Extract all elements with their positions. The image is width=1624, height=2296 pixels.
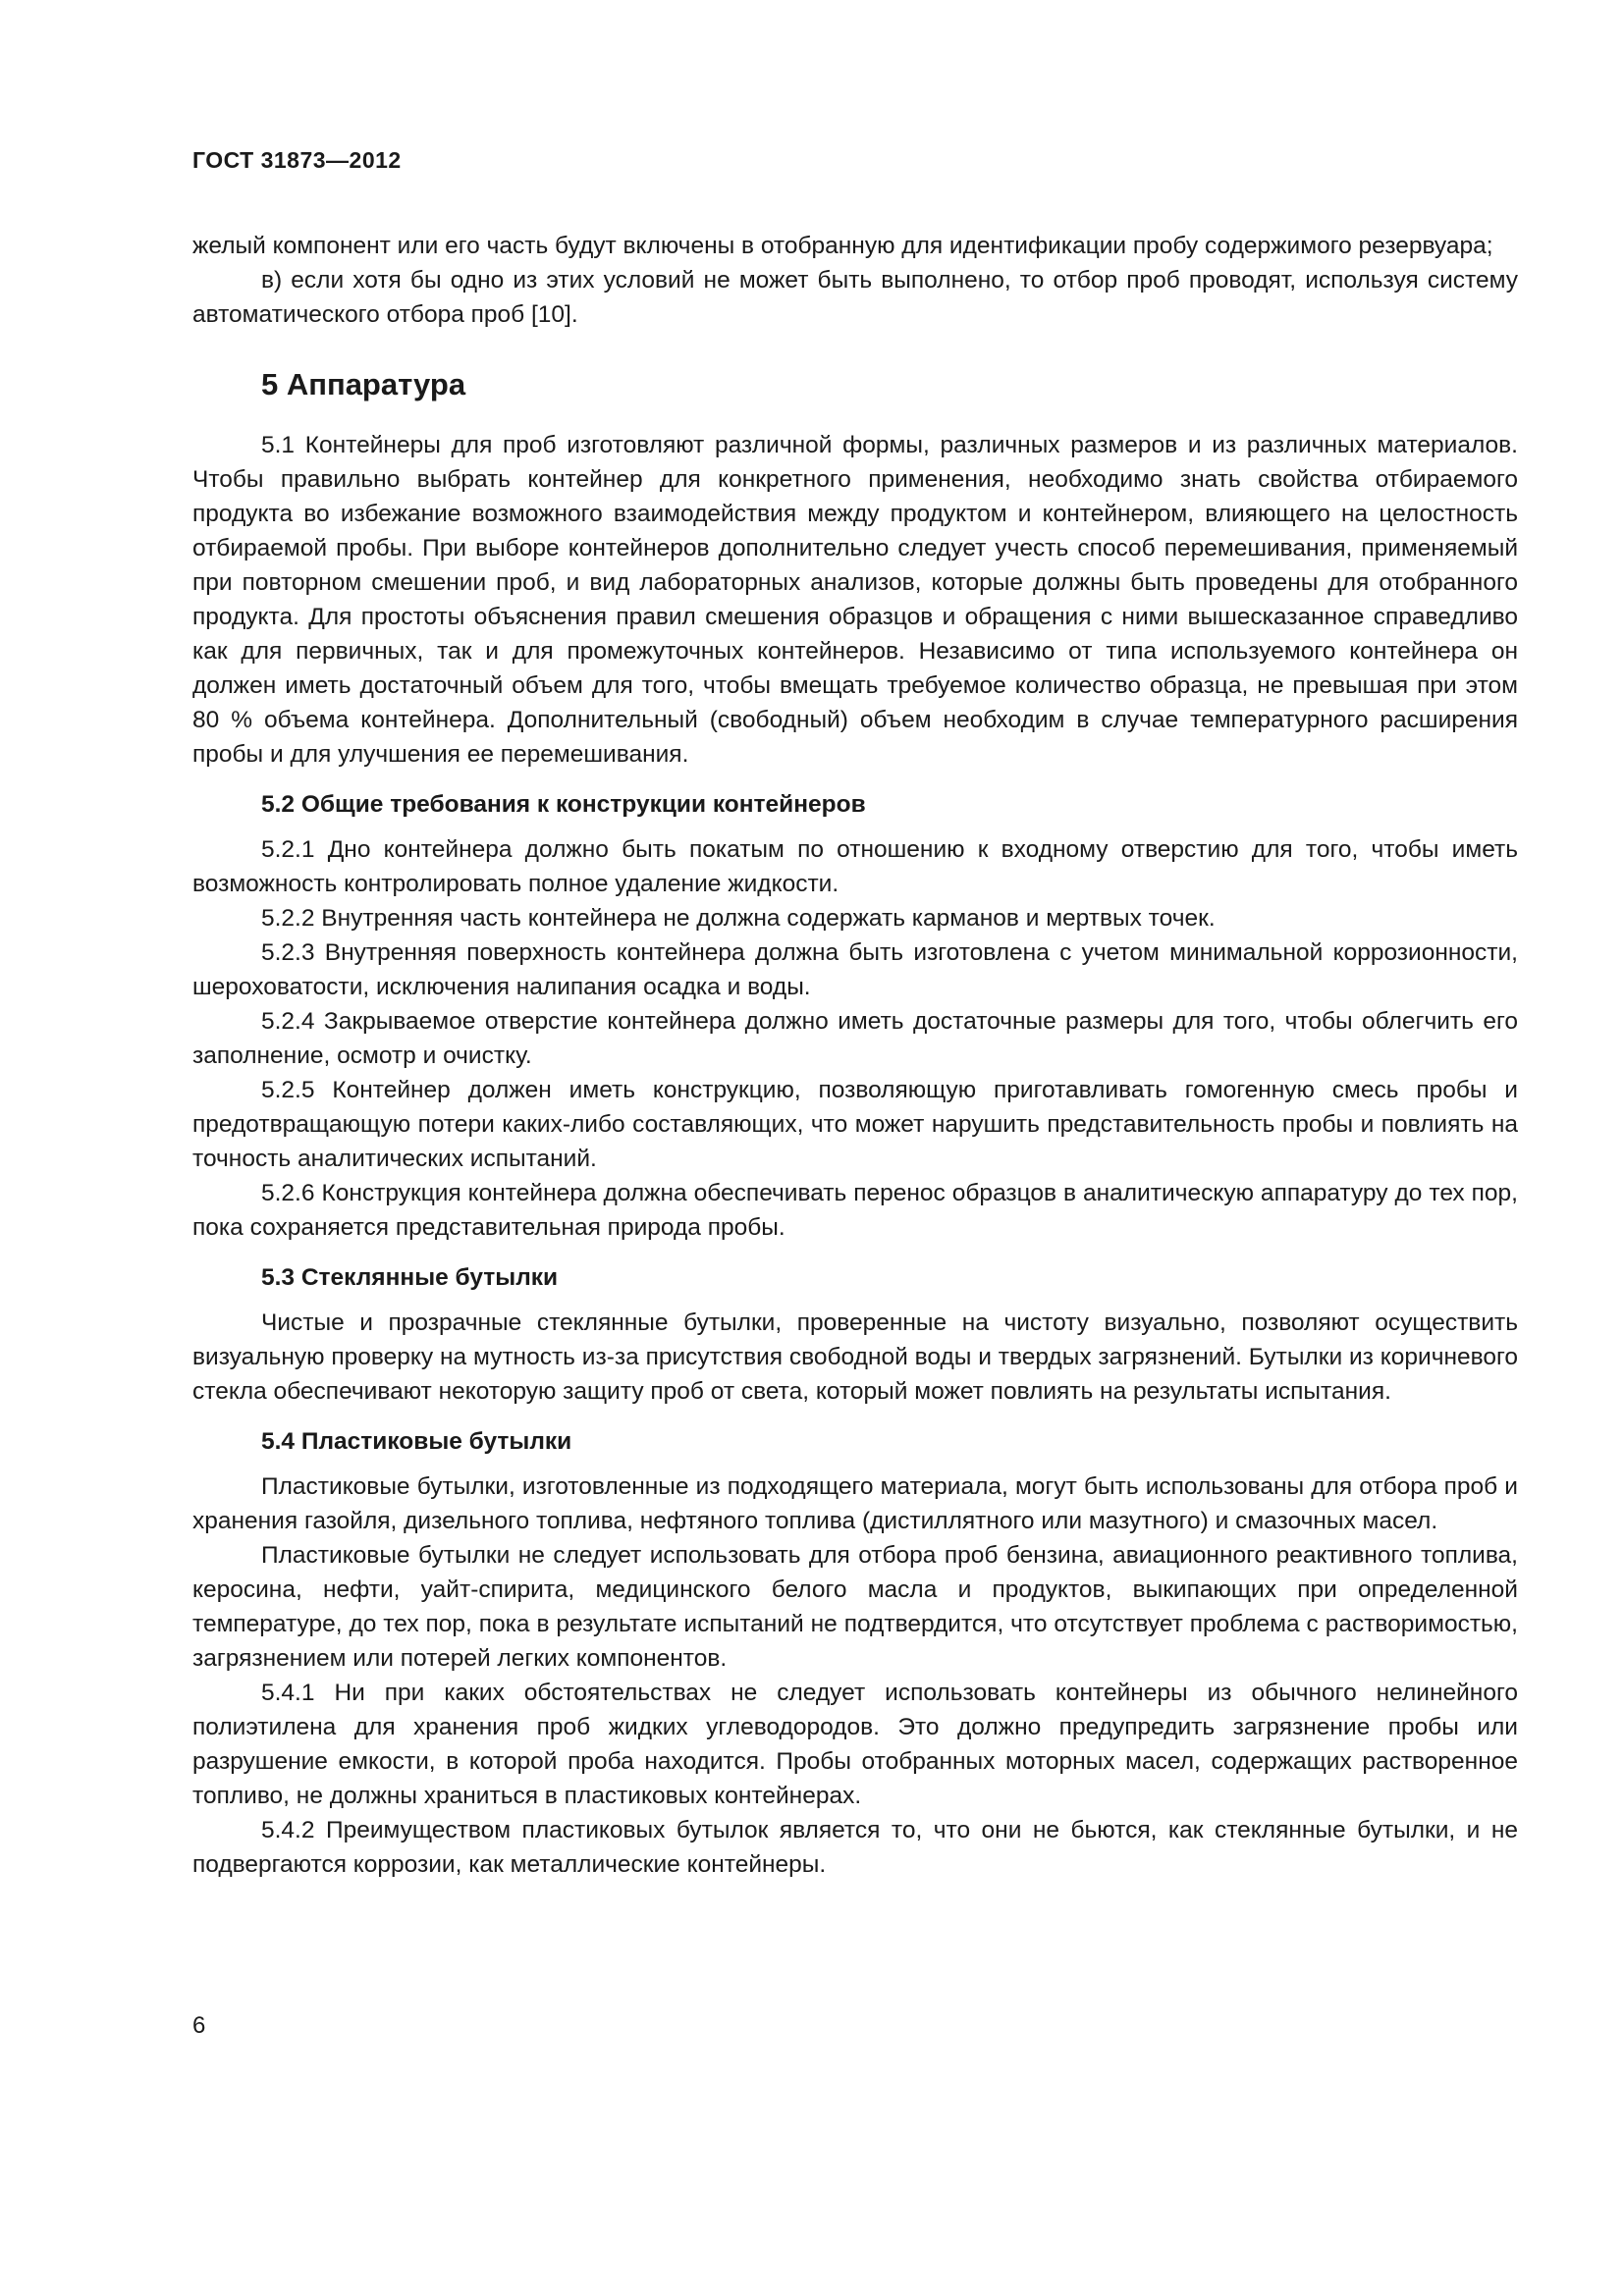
paragraph-5-3: Чистые и прозрачные стеклянные бутылки, проверенные на чистоту визуально, позволяют осуществить визуальную проверку на мутность из-за присутствия свободной воды и твердых загрязнений. Бутылки из коричневого стекла обеспечивают некоторую защиту проб от света, который может повлиять на результаты испытания.	[192, 1309, 1518, 1405]
paragraph-5-2-3: 5.2.3 Внутренняя поверхность контейнера должна быть изготовлена с учетом минимальной коррозионности, шероховатости, исключения налипания осадка и воды.	[192, 939, 1518, 1000]
paragraph-5-4-a: Пластиковые бутылки, изготовленные из подходящего материала, могут быть использованы для отбора проб и хранения газойля, дизельного топлива, нефтяного топлива (дистиллятного или мазутного) и смазочных масел.	[192, 1473, 1518, 1534]
document-code-header: ГОСТ 31873—2012	[192, 147, 402, 173]
paragraph-5-2-6: 5.2.6 Конструкция контейнера должна обеспечивать перенос образцов в аналитическую аппаратуру до тех пор, пока сохраняется представительная природа пробы.	[192, 1180, 1518, 1241]
paragraph-5-2-2: 5.2.2 Внутренняя часть контейнера не должна содержать карманов и мертвых точек.	[261, 905, 1216, 932]
page-number: 6	[192, 2012, 206, 2039]
section-5-4-title: 5.4 Пластиковые бутылки	[261, 1428, 572, 1455]
paragraph-5-1: 5.1 Контейнеры для проб изготовляют различной формы, различных размеров и из различных материалов. Чтобы правильно выбрать контейнер для конкретного применения, необходимо знать свойства отбираемого продукта во избежание возможного взаимодействия между продуктом и контейнером, влияющего на целостность отбираемой пробы. При выборе контейнеров дополнительно следует учесть способ перемешивания, применяемый при повторном смешении проб, и вид лабораторных анализов, которые должны быть проведены для отобранного продукта. Для простоты объяснения правил смешения образцов и обращения с ними вышесказанное справедливо как для первичных, так и для промежуточных контейнеров. Независимо от типа используемого контейнера он должен иметь достаточный объем для того, чтобы вмещать требуемое количество образца, не превышая при этом 80 % объема контейнера. Дополнительный (свободный) объем необходим в случае температурного расширения пробы и для улучшения ее перемешивания.	[192, 432, 1518, 768]
document-page	[192, 147, 1518, 1882]
section-5-3-title: 5.3 Стеклянные бутылки	[261, 1264, 559, 1291]
paragraph-5-2-4: 5.2.4 Закрываемое отверстие контейнера должно иметь достаточные размеры для того, чтобы облегчить его заполнение, осмотр и очистку.	[192, 1008, 1518, 1069]
section-5-2-title: 5.2 Общие требования к конструкции контейнеров	[261, 791, 866, 818]
paragraph-5-4-b: Пластиковые бутылки не следует использовать для отбора проб бензина, авиационного реактивного топлива, керосина, нефти, уайт-спирита, медицинского белого масла и продуктов, выкипающих при определенной температуре, до тех пор, пока в результате испытаний не подтвердится, что отсутствует проблема с растворимостью, загрязнением или потерей легких компонентов.	[192, 1542, 1518, 1672]
intro-paragraph-item-v: в) если хотя бы одно из этих условий не может быть выполнено, то отбор проб проводят, используя систему автоматического отбора проб [10].	[192, 267, 1518, 328]
section-5-title: 5 Аппаратура	[261, 367, 466, 401]
paragraph-5-4-1: 5.4.1 Ни при каких обстоятельствах не следует использовать контейнеры из обычного нелинейного полиэтилена для хранения проб жидких углеводородов. Это должно предупредить загрязнение пробы или разрушение емкости, в которой проба находится. Пробы отобранных моторных масел, содержащих растворенное топливо, не должны храниться в пластиковых контейнерах.	[192, 1680, 1518, 1809]
paragraph-5-4-2: 5.4.2 Преимуществом пластиковых бутылок является то, что они не бьются, как стеклянные бутылки, и не подвергаются коррозии, как металлические контейнеры.	[192, 1817, 1518, 1878]
intro-paragraph-continuation: желый компонент или его часть будут включены в отобранную для идентификации пробу содержимого резервуара;	[192, 233, 1493, 259]
paragraph-5-2-1: 5.2.1 Дно контейнера должно быть покатым по отношению к входному отверстию для того, чтобы иметь возможность контролировать полное удаление жидкости.	[192, 836, 1518, 897]
paragraph-5-2-5: 5.2.5 Контейнер должен иметь конструкцию, позволяющую приготавливать гомогенную смесь пробы и предотвращающую потери каких-либо составляющих, что может нарушить представительность пробы и повлиять на точность аналитических испытаний.	[192, 1077, 1518, 1172]
